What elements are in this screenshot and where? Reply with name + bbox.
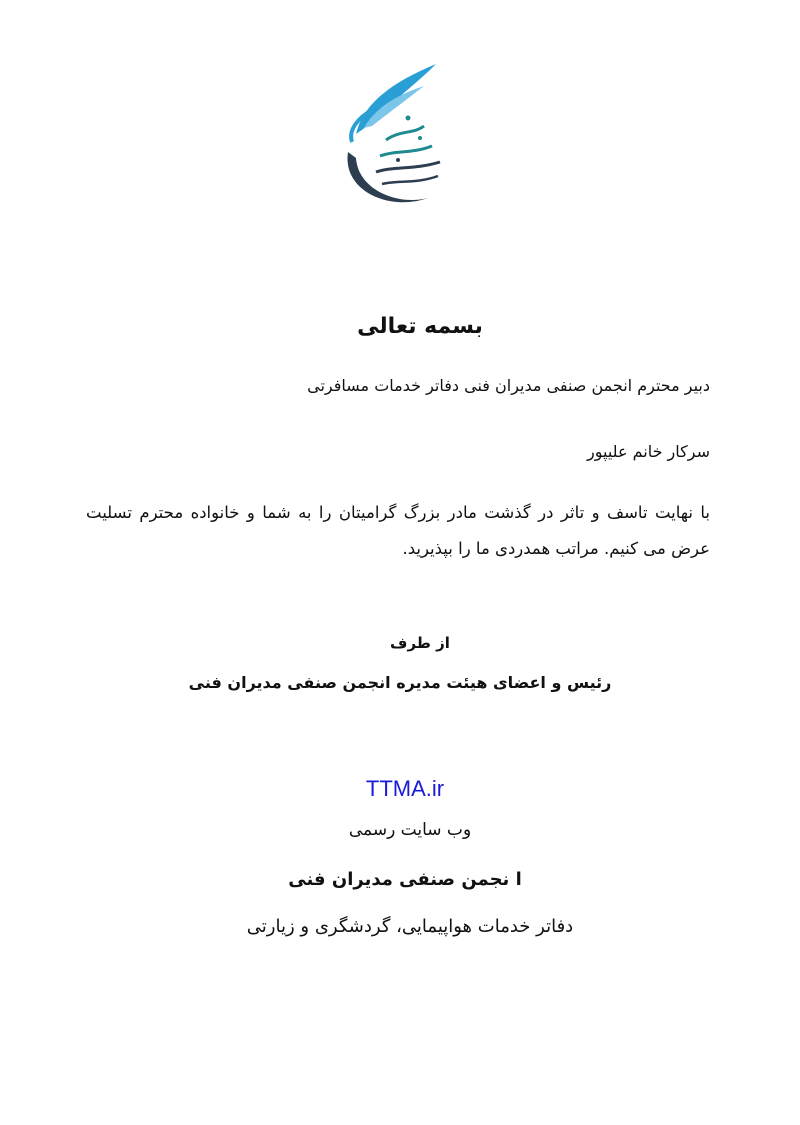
from-body: رئیس و اعضای هیئت مدیره انجمن صنفی مدیران فنی <box>188 673 612 692</box>
website-caption <box>0 820 800 840</box>
letter-addressee: دبیر محترم انجمن صنفی مدیران فنی دفاتر خدمات مسافرتی <box>307 376 710 395</box>
title-text: بسمه تعالی <box>357 314 483 339</box>
website-link-text[interactable]: TTMA.ir <box>365 776 445 801</box>
organization-services-text: دفاتر خدمات هواپیمایی، گردشگری و زیارتی <box>246 916 574 937</box>
organization-name-text: ا نجمن صنفی مدیران فنی <box>288 869 522 890</box>
website-link[interactable] <box>0 776 800 802</box>
organization-services <box>0 916 800 937</box>
website-caption-text: وب سایت رسمی <box>348 820 472 840</box>
letter-body: با نهایت تاسف و تاثر در گذشت مادر بزرگ گرامیتان را به شما و خانواده محترم تسلیت عرض می کنیم. مراتب همدردی ما را بپذیرید. <box>86 503 710 558</box>
association-logo <box>328 60 464 210</box>
from-label-text: از طرف <box>390 634 450 652</box>
from-label <box>0 634 800 652</box>
organization-name <box>0 869 800 890</box>
page-title <box>0 314 800 339</box>
letter-salutation: سرکار خانم علیپور <box>587 442 710 461</box>
